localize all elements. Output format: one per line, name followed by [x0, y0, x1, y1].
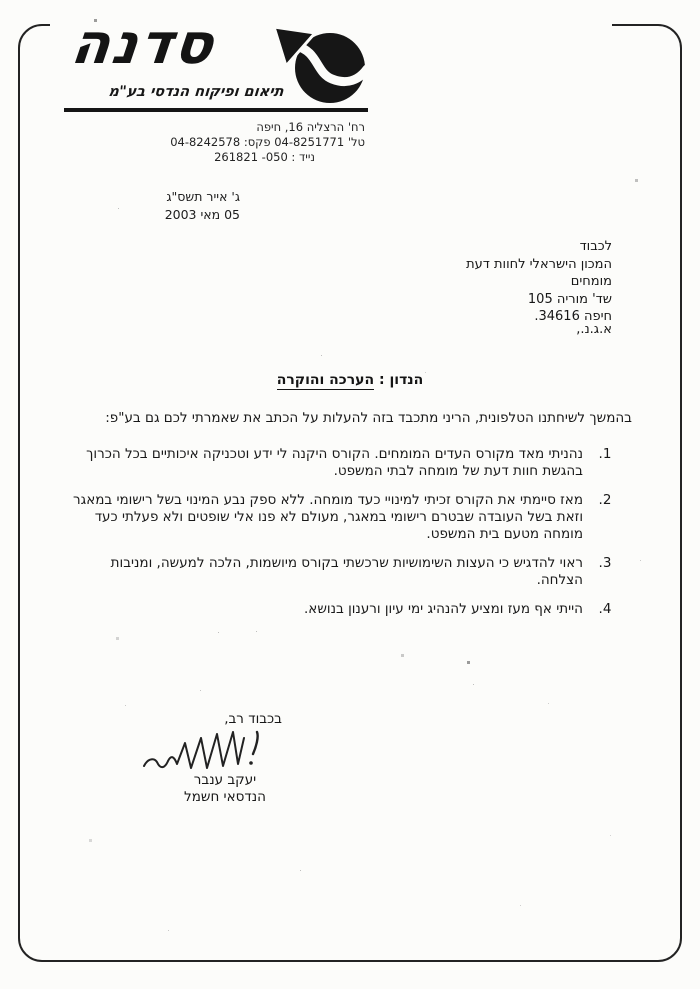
addressee-block	[440, 238, 612, 326]
scan-noise	[0, 0, 1, 1]
addressee-city: חיפה 34616.	[534, 309, 612, 324]
subject-line	[0, 372, 700, 388]
greeting: א.ג.נ.,	[576, 322, 612, 337]
contact-block	[150, 120, 365, 165]
list-item	[70, 446, 615, 480]
company-name: סדנה	[67, 12, 220, 77]
list-item	[70, 601, 615, 618]
item-number: 1.	[598, 446, 612, 462]
gregorian-date: 05 מאי 2003	[164, 207, 240, 222]
addressee-street: שד' מוריה 105	[527, 291, 612, 307]
subject-label: הנדון :	[374, 372, 424, 388]
signer-title: הנדסאי חשמל	[184, 789, 266, 805]
company-phone-fax: טל' 04-8251771 פקס: 04-8242578	[170, 135, 365, 149]
company-address: רח' הרצליה 16, חיפה	[256, 120, 365, 134]
list-item	[70, 492, 615, 543]
company-tagline: תיאום ופיקוח הנדסי בע"מ	[107, 84, 285, 100]
closing-regards: בכבוד רב,	[224, 711, 282, 727]
item-text: נהניתי מאד מקורס העדים המומחים. הקורס היקנה לי ידע וטכניקה איכותיים בכל הכרוך בהגשת חוות דעת של מומחה לבתי המשפט.	[86, 446, 583, 479]
signer-name: יעקב ענבר	[193, 772, 257, 788]
company-mobile: נייד : 050- 261821	[214, 150, 315, 164]
addressee-name: המכון הישראלי לחוות דעת מומחים	[466, 256, 612, 289]
item-text: הייתי אף מעז ומציע להנהיג ימי עיון ורענון בנושא.	[304, 601, 583, 617]
item-number: 2.	[598, 492, 612, 508]
letterhead	[60, 12, 382, 116]
item-text: מאז סיימתי את הקורס זכיתי למינויי כעד מומחה. ללא ספק נבע המינוי בשל רישומי במאגר וזאת בשל העובדה שבטרם רישומי במאגר, מעולם לא פנו אלי שופטים ולא פעלתי כעד מומחה מטעם בית המשפט.	[73, 492, 583, 542]
item-number: 3.	[598, 555, 612, 571]
addressee-salutation: לכבוד	[579, 239, 612, 254]
intro-paragraph: בהמשך לשיחתנו הטלפונית, הריני מתכבד בזה להעלות על הכתב את שאמרתי לכם גם בע"פ:	[105, 410, 632, 426]
item-text: ראוי להדגיש כי העצות השימושיות שרכשתי בקורס מיושמות, הלכה למעשה, ומניבות הצלחה.	[110, 555, 583, 588]
handwritten-signature	[138, 726, 303, 778]
item-number: 4.	[598, 601, 612, 617]
date-block	[128, 188, 240, 224]
letterhead-underline	[64, 108, 368, 112]
signer-block	[158, 772, 292, 806]
subject-title: הערכה והוקרה	[276, 372, 375, 388]
numbered-list	[70, 446, 615, 630]
hebrew-date: ג' אייר תשס"ג	[166, 189, 240, 204]
list-item	[70, 555, 615, 589]
